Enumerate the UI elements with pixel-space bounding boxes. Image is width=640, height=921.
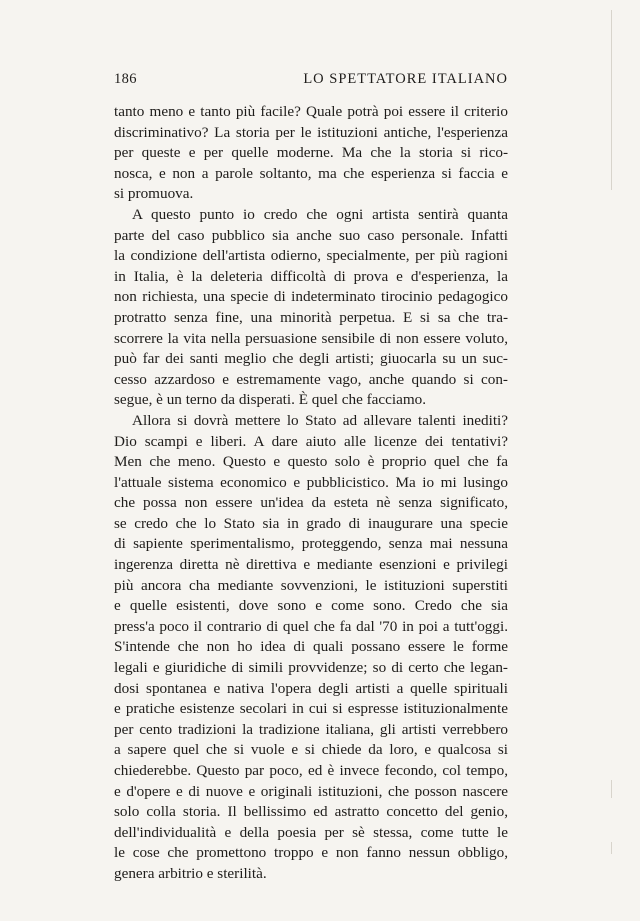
- text-line: e quelle esistenti, dove sono e come sono. Credo che sia: [114, 597, 508, 615]
- text-line: A questo punto io credo che ogni artista sentirà quanta: [132, 205, 508, 223]
- text-line: scorrere la vita nella persuasione sensibile di non essere voluto,: [114, 329, 508, 347]
- text-line: discriminativo? La storia per le istituzioni antiche, l'esperienza: [114, 123, 508, 141]
- text-line: tanto meno e tanto più facile? Quale potrà poi essere il criterio: [114, 103, 508, 120]
- text-line: per cento tradizioni la tradizione italiana, gli artisti verrebbero: [114, 720, 508, 738]
- text-line: cesso azzardoso e estremamente vago, anche quando si con-: [114, 370, 508, 388]
- text-line: in Italia, è la deleteria difficoltà di prova e d'esperienza, la: [114, 267, 508, 285]
- text-line: e d'opere e di nuove e originali istituzioni, che posson nascere: [114, 782, 508, 800]
- text-line: se credo che lo Stato sia in grado di inaugurare una specie: [114, 514, 508, 532]
- text-line: dell'individualità e della poesia per sè stessa, come tutte le: [114, 823, 508, 841]
- text-line: legali e giuridiche di simili provvidenze; so di certo che legan-: [114, 659, 508, 677]
- scan-edge-mark: [611, 780, 612, 798]
- text-line: più ancora cha mediante sovvenzioni, le istituzioni superstiti: [114, 576, 508, 594]
- text-line: non richiesta, una specie di indeterminato tirocinio pedagogico: [114, 288, 508, 306]
- text-line: ingerenza diretta nè direttiva e mediante esenzioni e privilegi: [114, 556, 508, 574]
- body-text: [114, 102, 508, 885]
- text-line: le cose che promettono troppo e non fanno nessun obbligo,: [114, 844, 508, 862]
- text-line: dosi spontanea e nativa l'opera degli artisti a quelle spirituali: [114, 679, 508, 697]
- text-line: per queste e per quelle moderne. Ma che la storia si rico-: [114, 144, 508, 162]
- text-line: può far dei santi meglio che degli artisti; giuocarla su un suc-: [114, 350, 508, 368]
- page-number: 186: [114, 71, 137, 87]
- text-line: genera arbitrio e sterilità.: [114, 864, 267, 882]
- running-title: LO SPETTATORE ITALIANO: [303, 71, 508, 87]
- text-line: press'a poco il contrario di quel che fa dal '70 in poi a tutt'oggi.: [114, 617, 508, 635]
- text-line: parte del caso pubblico sia anche suo caso personale. Infatti: [114, 226, 508, 244]
- text-line: di sapiente sperimentalismo, proteggendo, senza mai nessuna: [114, 535, 508, 553]
- text-line: solo colla storia. Il bellissimo ed astratto concetto del genio,: [114, 803, 508, 821]
- text-line: si promuova.: [114, 185, 194, 203]
- text-line: che possa non essere un'idea da esteta nè senza significato,: [114, 494, 508, 512]
- text-line: la condizione dell'artista odierno, specialmente, per più ragioni: [114, 247, 508, 265]
- text-line: l'attuale sistema economico e pubblicistico. Ma io mi lusingo: [114, 473, 508, 491]
- text-line: chiederebbe. Questo par poco, ed è invece fecondo, col tempo,: [114, 762, 508, 779]
- paragraph-2: [114, 205, 508, 411]
- text-line: S'intende che non ho idea di quali possano essere le forme: [114, 638, 508, 656]
- paragraph-1: [114, 102, 508, 205]
- text-line: a sapere quel che si vuole e si chiede da loro, e qualcosa si: [114, 741, 508, 759]
- text-line: nosca, e non a parole soltanto, ma che esperienza si faccia e: [114, 164, 508, 182]
- text-line: Men che meno. Questo e questo solo è proprio quel che fa: [114, 453, 508, 471]
- scan-edge-mark: [611, 10, 612, 190]
- text-line: e pratiche esistenze secolari in cui si espresse istituzionalmente: [114, 700, 508, 718]
- text-line: Dio scampi e liberi. A dare aiuto alle licenze dei tentativi?: [114, 432, 508, 450]
- paragraph-3: [114, 411, 508, 885]
- page-header: [114, 71, 508, 91]
- text-line: protratto senza fine, una minorità perpetua. E si sa che tra-: [114, 308, 508, 326]
- scan-edge-mark: [611, 842, 612, 854]
- text-line: Allora si dovrà mettere lo Stato ad allevare talenti inediti?: [132, 411, 508, 429]
- text-line: segue, è un terno da disperati. È quel che facciamo.: [114, 391, 427, 409]
